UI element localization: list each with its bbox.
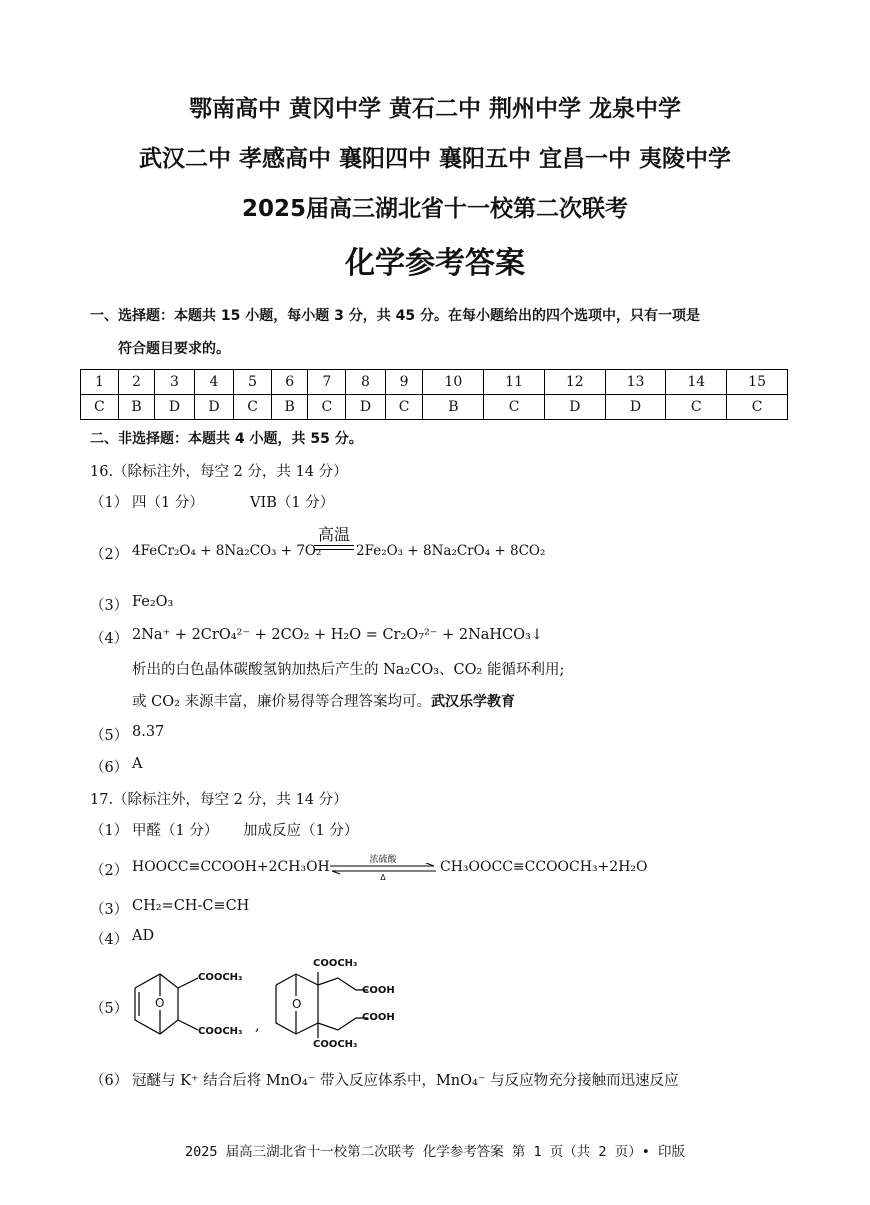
equals-line-bottom xyxy=(314,549,354,550)
answer-cell: C xyxy=(234,395,272,420)
answer-cell: B xyxy=(271,395,307,420)
q16-2-condition: 高温 xyxy=(317,525,350,544)
question-number-cell: 13 xyxy=(605,370,666,395)
question-number-cell: 15 xyxy=(727,370,788,395)
q16-3-answer: Fe₂O₃ xyxy=(132,594,174,610)
q17-5-s2-acid-bottom: COOH xyxy=(362,1012,395,1023)
q17-6-label: （6） xyxy=(90,1073,129,1089)
q17-3-label: （3） xyxy=(90,902,129,918)
question-number-cell: 5 xyxy=(234,370,272,395)
q16-1-label: （1） xyxy=(90,495,129,511)
q16-4-note-2 xyxy=(132,690,515,711)
q17-2-label: （2） xyxy=(90,863,129,879)
section-2-heading: 二、非选择题：本题共 4 小题，共 55 分。 xyxy=(90,431,363,447)
section-1-heading-cont: 符合题目要求的。 xyxy=(118,341,230,357)
question-number-cell: 4 xyxy=(194,370,233,395)
answer-table xyxy=(80,369,788,420)
q17-5-s2-acid-top: COOH xyxy=(362,985,395,996)
q16-4-label: （4） xyxy=(90,631,129,647)
q17-4-label: （4） xyxy=(90,932,129,948)
q17-5-s2-oxygen: O xyxy=(292,997,302,1011)
answer-cell: D xyxy=(346,395,385,420)
q17-5-structure-2 xyxy=(268,960,408,1050)
q17-5-s1-ester-top: COOCH₃ xyxy=(198,972,243,983)
question-number-cell: 9 xyxy=(385,370,423,395)
question-number-cell: 10 xyxy=(423,370,484,395)
q17-2-condition-bottom: Δ xyxy=(380,873,386,882)
q16-4-note-1: 析出的白色晶体碳酸氢钠加热后产生的 Na₂CO₃、CO₂ 能循环利用; xyxy=(132,662,565,678)
q17-header: 17.（除标注外，每空 2 分，共 14 分） xyxy=(90,792,348,808)
q16-6-label: （6） xyxy=(90,760,129,776)
q16-4-equation: 2Na⁺ + 2CrO₄²⁻ + 2CO₂ + H₂O = Cr₂O₇²⁻ + 2NaHCO₃↓ xyxy=(132,627,543,643)
q17-5-s1-oxygen: O xyxy=(155,996,165,1010)
q17-4-answer: AD xyxy=(132,928,155,944)
schools-line-1: 鄂南高中 黄冈中学 黄石二中 荆州中学 龙泉中学 xyxy=(188,96,682,122)
question-number-cell: 12 xyxy=(544,370,605,395)
structure-separator: , xyxy=(255,1018,260,1034)
q16-4-note-2-text: 或 CO₂ 来源丰富，廉价易得等合理答案均可。 xyxy=(132,694,432,710)
equals-line-top xyxy=(314,545,354,546)
answer-cell: C xyxy=(666,395,727,420)
watermark-text: 武汉乐学教育 xyxy=(431,694,516,710)
answer-cell: D xyxy=(605,395,666,420)
q17-1-answer-b: 加成反应（1 分） xyxy=(243,823,359,839)
answer-cell: C xyxy=(484,395,545,420)
q17-6-answer: 冠醚与 K⁺ 结合后将 MnO₄⁻ 带入反应体系中，MnO₄⁻ 与反应物充分接触而迅速反应 xyxy=(132,1073,679,1089)
q17-5-label: （5） xyxy=(90,1001,129,1017)
q17-5-s2-ester-bottom: COOCH₃ xyxy=(313,1039,358,1050)
q16-1-answer-a: 四（1 分） xyxy=(132,495,204,511)
question-number-cell: 3 xyxy=(155,370,194,395)
question-number-cell: 14 xyxy=(666,370,727,395)
q17-5-s1-ester-bottom: COOCH₃ xyxy=(198,1026,243,1037)
question-number-cell: 11 xyxy=(484,370,545,395)
answer-row xyxy=(81,395,788,420)
question-number-cell: 7 xyxy=(308,370,346,395)
section-1-heading: 一、选择题：本题共 15 小题，每小题 3 分，共 45 分。在每小题给出的四个选项中，只有一项是 xyxy=(90,308,700,324)
q16-header: 16.（除标注外，每空 2 分，共 14 分） xyxy=(90,464,348,480)
q16-5-answer: 8.37 xyxy=(132,724,165,740)
q16-2-label: （2） xyxy=(90,547,129,563)
question-number-cell: 8 xyxy=(346,370,385,395)
q16-1-answer-b: VIB（1 分） xyxy=(250,495,335,511)
question-number-row xyxy=(81,370,788,395)
q16-6-answer: A xyxy=(132,756,143,772)
schools-line-2: 武汉二中 孝感高中 襄阳四中 襄阳五中 宜昌一中 夷陵中学 xyxy=(138,146,732,172)
answer-cell: C xyxy=(81,395,119,420)
q17-2-products: CH₃OOCC≡CCOOCH₃+2H₂O xyxy=(440,859,648,875)
question-number-cell: 1 xyxy=(81,370,119,395)
q17-1-answer-a: 甲醛（1 分） xyxy=(132,823,219,839)
answer-cell: D xyxy=(544,395,605,420)
answer-cell: B xyxy=(423,395,484,420)
question-number-cell: 6 xyxy=(271,370,307,395)
answer-cell: B xyxy=(118,395,154,420)
q17-5-s2-ester-top: COOCH₃ xyxy=(313,958,358,969)
q17-2-condition-top: 浓硫酸 xyxy=(369,855,397,865)
answer-cell: D xyxy=(155,395,194,420)
exam-name: 2025届高三湖北省十一校第二次联考 xyxy=(241,196,628,222)
page-footer: 2025 届高三湖北省十一校第二次联考 化学参考答案 第 1 页（共 2 页）• 印版 xyxy=(185,1144,685,1160)
answer-cell: C xyxy=(727,395,788,420)
answer-cell: C xyxy=(308,395,346,420)
q17-3-answer: CH₂=CH-C≡CH xyxy=(132,898,250,914)
answer-cell: D xyxy=(194,395,233,420)
q16-5-label: （5） xyxy=(90,728,129,744)
q16-2-reactants: 4FeCr₂O₄ + 8Na₂CO₃ + 7O₂ xyxy=(132,543,322,559)
answer-cell: C xyxy=(385,395,423,420)
q16-3-label: （3） xyxy=(90,598,129,614)
document-title: 化学参考答案 xyxy=(345,246,525,281)
q17-2-reactants: HOOCC≡CCOOH+2CH₃OH xyxy=(132,859,330,875)
question-number-cell: 2 xyxy=(118,370,154,395)
q16-2-products: 2Fe₂O₃ + 8Na₂CrO₄ + 8CO₂ xyxy=(356,543,546,559)
q17-1-label: （1） xyxy=(90,823,129,839)
